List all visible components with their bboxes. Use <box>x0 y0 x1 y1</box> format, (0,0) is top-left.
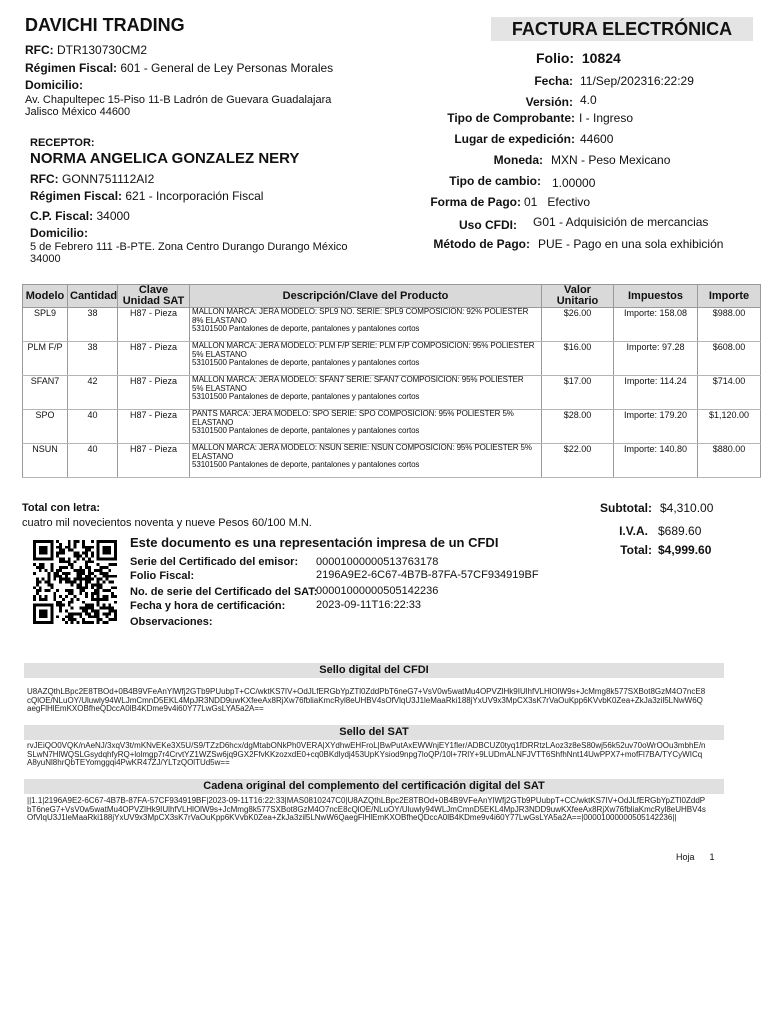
cell-descripcion: MALLON MARCA: JERA MODELO: NSUN SERIE: NSUN COMPOSICION: 95% POLIESTER 5% ELASTANO 53101500 Pantalones de deporte, pantalones y pantalones cortos <box>190 444 542 478</box>
cell-modelo: SPO <box>23 410 68 444</box>
subtotal-label: Subtotal: <box>600 501 652 515</box>
version-label: Versión: <box>525 95 573 109</box>
total-letra: cuatro mil novecientos noventa y nueve Pesos 60/100 M.N. <box>22 517 312 529</box>
cell-modelo: PLM F/P <box>23 342 68 376</box>
cell-cantidad: 42 <box>68 376 118 410</box>
cell-valor: $17.00 <box>542 376 614 410</box>
page-number: Hoja 1 <box>676 852 715 862</box>
total-label: Total: <box>620 543 652 557</box>
cell-modelo: NSUN <box>23 444 68 478</box>
qr-code-icon <box>33 540 117 624</box>
cell-unidad: H87 - Pieza <box>118 410 190 444</box>
table-row <box>23 410 761 444</box>
cell-cantidad: 38 <box>68 308 118 342</box>
cell-importe: $714.00 <box>698 376 761 410</box>
table-header-row <box>23 285 761 308</box>
cell-valor: $28.00 <box>542 410 614 444</box>
issuer-name: DAVICHI TRADING <box>25 15 185 35</box>
cell-valor: $22.00 <box>542 444 614 478</box>
folio-fiscal-label: Folio Fiscal: <box>130 570 195 582</box>
fecha-value: 11/Sep/202316:22:29 <box>580 74 694 88</box>
moneda-label: Moneda: <box>493 153 543 167</box>
serie-sat-label: No. de serie del Certificado del SAT: <box>130 586 318 598</box>
col-importe: Importe <box>698 285 761 308</box>
tipo-value: I - Ingreso <box>579 111 634 125</box>
receptor-label: RECEPTOR: <box>30 137 95 149</box>
observaciones-label: Observaciones: <box>130 616 213 628</box>
table-row <box>23 342 761 376</box>
col-descripcion: Descripción/Clave del Producto <box>190 285 542 308</box>
cell-impuestos: Importe: 97.28 <box>614 342 698 376</box>
cell-modelo: SFAN7 <box>23 376 68 410</box>
uso-value: G01 - Adquisición de mercancias <box>533 215 709 229</box>
sello-sat-text: rvJEiQO0VQK/nAeNJ/3xqV3t/mKNvEKe3X5U/S9/TZzD6hcx/dgMtabONkPh0VERA|XYdhwEHFroL|BwPutAxEWWnjEY1fler/ADBCUZ0tyq1fDRRtzLAoz3z8eS80wj56k52uv70oWrOOu3mbhE/nSLwN7HlWQSLGsydqhfyRQ+lolmgp7r4CrvtYZ1WZSw6jq9GX2FfvKKzozxdE0+cq0BKdlydj453UpKYsiod9npg7loQP/10l+7RlY+9LUDmALNFJVTT6ShfhNnt14UwPPX7+mofFl7BA/TYCyWICqA8yuNl8hrQbTEYomggqi4PwKR47ZJ/YLTzQOlTUd5w== <box>27 741 706 767</box>
cell-descripcion: MALLON MARCA: JERA MODELO: SFAN7 SERIE: SFAN7 COMPOSICION: 95% POLIESTER 5% ELASTANO 53101500 Pantalones de deporte, pantalones y pantalones cortos <box>190 376 542 410</box>
col-cantidad: Cantidad <box>68 285 118 308</box>
serie-emisor-value: 00001000000513763178 <box>316 556 439 568</box>
receptor-rfc: RFC: GONN751112AI2 <box>30 172 155 186</box>
lugar-label: Lugar de expedición: <box>454 132 575 146</box>
cell-descripcion: MALLON MARCA: JERA MODELO: SPL9 NO. SERIE: SPL9 COMPOSICION: 92% POLIESTER 8% ELASTANO 53101500 Pantalones de deporte, pantalones y pantalones cortos <box>190 308 542 342</box>
iva-value: $689.60 <box>658 524 702 538</box>
cell-importe: $608.00 <box>698 342 761 376</box>
uso-label: Uso CFDI: <box>459 218 517 232</box>
receptor-cp: C.P. Fiscal: 34000 <box>30 209 130 223</box>
total-value: $4,999.60 <box>658 543 712 557</box>
cell-impuestos: Importe: 158.08 <box>614 308 698 342</box>
folio: Folio: 10824 <box>536 50 621 66</box>
sello-sat-title: Sello del SAT <box>24 725 724 740</box>
folio-fiscal-value: 2196A9E2-6C67-4B7B-87FA-57CF934919BF <box>316 569 539 581</box>
lugar-value: 44600 <box>580 132 614 146</box>
total-letra-label: Total con letra: <box>22 502 101 514</box>
forma-value: 01 Efectivo <box>524 195 591 209</box>
cell-impuestos: Importe: 140.80 <box>614 444 698 478</box>
receptor-name: NORMA ANGELICA GONZALEZ NERY <box>30 150 300 167</box>
cadena-text: ||1.1|2196A9E2-6C67-4B7B-87FA-57CF934919BF|2023-09-11T16:22:33|MAS0810247C0|U8AZQthLBpc2E8TBOd+0B4B9VFeAnYlWfj2GTb9PUubpT+CC/wktKS7IV+OdJLfERGbYpZTl0ZddPbT6neG7+VsV0w5watMu4OPVZlHk9IUlhfVLHlOlW9s+JcMmg8k577SXBot8GzM4O7ncE8cQlOE/NLuOY/Uluwly94WLJmCmnD5EKL4MpJR3NDD9uwKXfeeAx8RjXw76fbliaKmcRyl8eUHBV4sOfVlqU3J1leMaaRki188jYxUV9x3MpCX3sK7rVaOuKpp6KVvbK0Zea+ZkJa3zil5LNwW6QaegFlHlEmKXOBfheQDccA0lB4KDme9v4i60Y77LwGsLYA5a2A==|00001000000505142236|| <box>27 796 706 822</box>
col-valor: Valor Unitario <box>542 285 614 308</box>
cell-descripcion: MALLON MARCA: JERA MODELO: PLM F/P SERIE: PLM F/P COMPOSICION: 95% POLIESTER 5% ELASTANO 53101500 Pantalones de deporte, pantalones y pantalones cortos <box>190 342 542 376</box>
table-row <box>23 376 761 410</box>
issuer-domicilio: Av. Chapultepec 15-Piso 11-B Ladrón de Guevara Guadalajara Jalisco México 44600 <box>25 94 332 118</box>
invoice-title: FACTURA ELECTRÓNICA <box>491 17 753 41</box>
forma-label: Forma de Pago: <box>430 195 521 209</box>
receptor-domicilio-label: Domicilio: <box>30 226 89 240</box>
cell-valor: $26.00 <box>542 308 614 342</box>
cadena-title: Cadena original del complemento del certificación digital del SAT <box>24 779 724 794</box>
sello-cfdi-title: Sello digital del CFDI <box>24 663 724 678</box>
cell-modelo: SPL9 <box>23 308 68 342</box>
cell-impuestos: Importe: 114.24 <box>614 376 698 410</box>
items-table <box>22 284 761 478</box>
cambio-label: Tipo de cambio: <box>449 174 541 188</box>
cell-importe: $880.00 <box>698 444 761 478</box>
sello-cfdi-text: U8AZQthLBpc2E8TBOd+0B4B9VFeAnYlWfj2GTb9PUubpT+CC/wktKS7IV+OdJLfERGbYpZTl0ZddPbT6neG7+VsV0w5watMu4OPVZlHk9IUlhfVLHlOlW9s+JcMmg8k577SXBot8GzM4O7ncE8cQlOE/NLuOY/Uluwly94WLJmCmnD5EKL4MpJR3NDD9uwKXfeeAx8RjXw76fbliaKmcRyl8eUHBV4sOfVlqU3J1leMaaRki188jYxUV9x3MpCX3sK7rVaOuKpp6KVvbK0Zea+ZkJa3zil5LNwW6QaegFlHlEmKXOBfheQDccA0lB4KDme9v4i60Y77LwGsLYA5a2A== <box>27 687 706 713</box>
col-modelo: Modelo <box>23 285 68 308</box>
cell-descripcion: PANTS MARCA: JERA MODELO: SPO SERIE: SPO COMPOSICION: 95% POLIESTER 5% ELASTANO 53101500 Pantalones de deporte, pantalones y pantalones cortos <box>190 410 542 444</box>
cell-importe: $988.00 <box>698 308 761 342</box>
cell-impuestos: Importe: 179.20 <box>614 410 698 444</box>
metodo-value: PUE - Pago en una sola exhibición <box>538 237 724 251</box>
table-row <box>23 308 761 342</box>
issuer-domicilio-label: Domicilio: <box>25 78 84 92</box>
cell-valor: $16.00 <box>542 342 614 376</box>
table-row <box>23 444 761 478</box>
fecha-cert-label: Fecha y hora de certificación: <box>130 600 286 612</box>
moneda-value: MXN - Peso Mexicano <box>551 153 671 167</box>
cell-unidad: H87 - Pieza <box>118 342 190 376</box>
fecha-label: Fecha: <box>534 74 573 88</box>
cell-cantidad: 40 <box>68 410 118 444</box>
iva-label: I.V.A. <box>619 524 648 538</box>
cfdi-heading: Este documento es una representación impresa de un CFDI <box>130 535 499 550</box>
tipo-label: Tipo de Comprobante: <box>447 111 575 125</box>
serie-emisor-label: Serie del Certificado del emisor: <box>130 556 299 568</box>
fecha-cert-value: 2023-09-11T16:22:33 <box>316 599 421 611</box>
receptor-regimen: Régimen Fiscal: 621 - Incorporación Fiscal <box>30 189 264 203</box>
col-impuestos: Impuestos <box>614 285 698 308</box>
cambio-value: 1.00000 <box>552 176 596 190</box>
cell-unidad: H87 - Pieza <box>118 376 190 410</box>
issuer-regimen: Régimen Fiscal: 601 - General de Ley Personas Morales <box>25 61 334 75</box>
col-unidad: Clave Unidad SAT <box>118 285 190 308</box>
cell-cantidad: 38 <box>68 342 118 376</box>
serie-sat-value: 00001000000505142236 <box>316 585 439 597</box>
metodo-label: Método de Pago: <box>433 237 530 251</box>
cell-unidad: H87 - Pieza <box>118 444 190 478</box>
cell-cantidad: 40 <box>68 444 118 478</box>
issuer-rfc: RFC: DTR130730CM2 <box>25 43 148 57</box>
subtotal-value: $4,310.00 <box>660 501 714 515</box>
cell-unidad: H87 - Pieza <box>118 308 190 342</box>
version-value: 4.0 <box>580 93 597 107</box>
receptor-domicilio: 5 de Febrero 111 -B-PTE. Zona Centro Durango Durango México 34000 <box>30 241 348 265</box>
cell-importe: $1,120.00 <box>698 410 761 444</box>
